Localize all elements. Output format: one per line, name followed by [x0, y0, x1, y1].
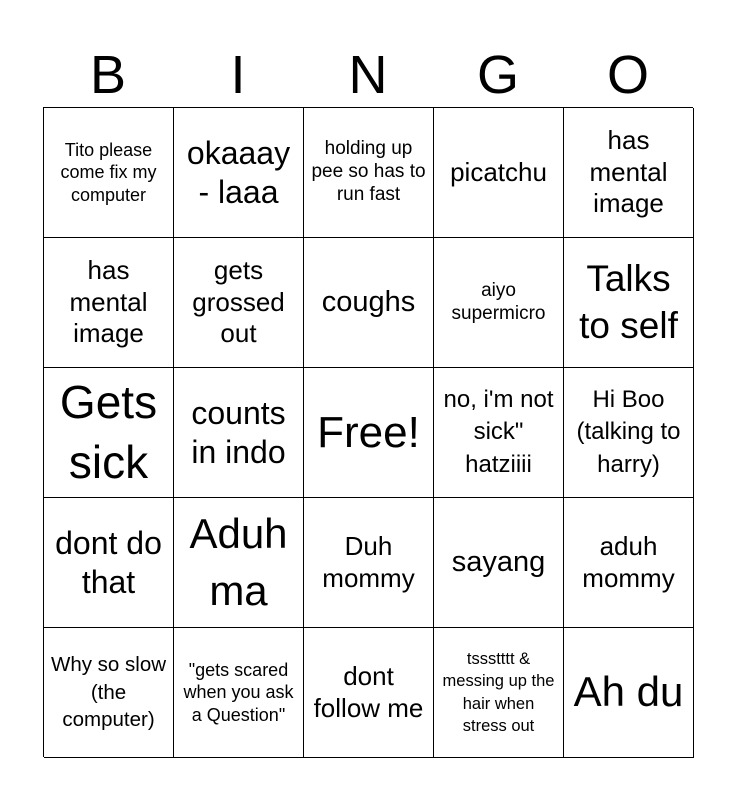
cell-text: sayang	[451, 545, 546, 578]
header-letter-b: B	[89, 45, 127, 105]
cell-text: aduh mommy	[582, 530, 675, 593]
bingo-cell-r1-c2[interactable]	[174, 108, 304, 238]
cell-text: Duh mommy	[322, 530, 415, 593]
header-letter-g: G	[476, 45, 519, 105]
cell-text: counts in indo	[191, 395, 286, 470]
bingo-header	[43, 42, 693, 108]
bingo-cell-r3-c1[interactable]	[44, 368, 174, 498]
bingo-grid	[43, 107, 693, 757]
cell-text: has mental image	[589, 124, 668, 219]
bingo-cell-r4-c2[interactable]	[174, 498, 304, 628]
header-letter-n: N	[348, 45, 388, 105]
bingo-cell-r2-c3[interactable]	[304, 238, 434, 368]
bingo-cell-r1-c3[interactable]	[304, 108, 434, 238]
bingo-cell-r1-c4[interactable]	[434, 108, 564, 238]
bingo-cell-r4-c1[interactable]	[44, 498, 174, 628]
bingo-cell-r1-c5[interactable]	[564, 108, 694, 238]
bingo-cell-r5-c2[interactable]	[174, 628, 304, 758]
bingo-cell-r3-c2[interactable]	[174, 368, 304, 498]
bingo-cell-r5-c5[interactable]	[564, 628, 694, 758]
bingo-cell-r5-c1[interactable]	[44, 628, 174, 758]
bingo-cell-r3-c3[interactable]	[304, 368, 434, 498]
bingo-cell-r1-c1[interactable]	[44, 108, 174, 238]
cell-text: dont follow me	[313, 660, 424, 723]
cell-text: Aduh ma	[189, 509, 288, 614]
cell-text: holding up pee so has to run fast	[311, 138, 426, 205]
cell-text: coughs	[321, 285, 416, 318]
header-letter-o: O	[606, 45, 649, 105]
bingo-cell-r4-c4[interactable]	[434, 498, 564, 628]
cell-text: Hi Boo (talking to harry)	[576, 385, 681, 478]
cell-text: Ah du	[573, 668, 684, 716]
bingo-cell-r3-c5[interactable]	[564, 368, 694, 498]
bingo-cell-r5-c3[interactable]	[304, 628, 434, 758]
cell-text: Gets sick	[59, 375, 158, 488]
cell-text: tssstttt & messing up the hair when stress out	[442, 649, 555, 735]
cell-text: "gets scared when you ask a Question"	[183, 659, 294, 725]
cell-text: picatchu	[450, 156, 547, 187]
bingo-cell-r5-c4[interactable]	[434, 628, 564, 758]
cell-text: Free!	[317, 407, 420, 457]
bingo-cell-r2-c4[interactable]	[434, 238, 564, 368]
bingo-cell-r2-c1[interactable]	[44, 238, 174, 368]
bingo-cell-r2-c2[interactable]	[174, 238, 304, 368]
bingo-cell-r4-c5[interactable]	[564, 498, 694, 628]
header-letter-i: I	[230, 45, 246, 105]
cell-text: Talks to self	[579, 258, 678, 346]
cell-text: dont do that	[55, 525, 162, 600]
bingo-cell-r4-c3[interactable]	[304, 498, 434, 628]
cell-text: okaaay - laaa	[186, 135, 291, 210]
cell-text: Tito please come fix my computer	[60, 139, 157, 205]
cell-text: gets grossed out	[192, 254, 285, 349]
bingo-cell-r3-c4[interactable]	[434, 368, 564, 498]
cell-text: has mental image	[69, 254, 148, 349]
cell-text: Why so slow (the computer)	[50, 652, 167, 732]
cell-text: no, i'm not sick" hatziiii	[443, 385, 554, 478]
bingo-cell-r2-c5[interactable]	[564, 238, 694, 368]
cell-text: aiyo supermicro	[451, 279, 546, 324]
